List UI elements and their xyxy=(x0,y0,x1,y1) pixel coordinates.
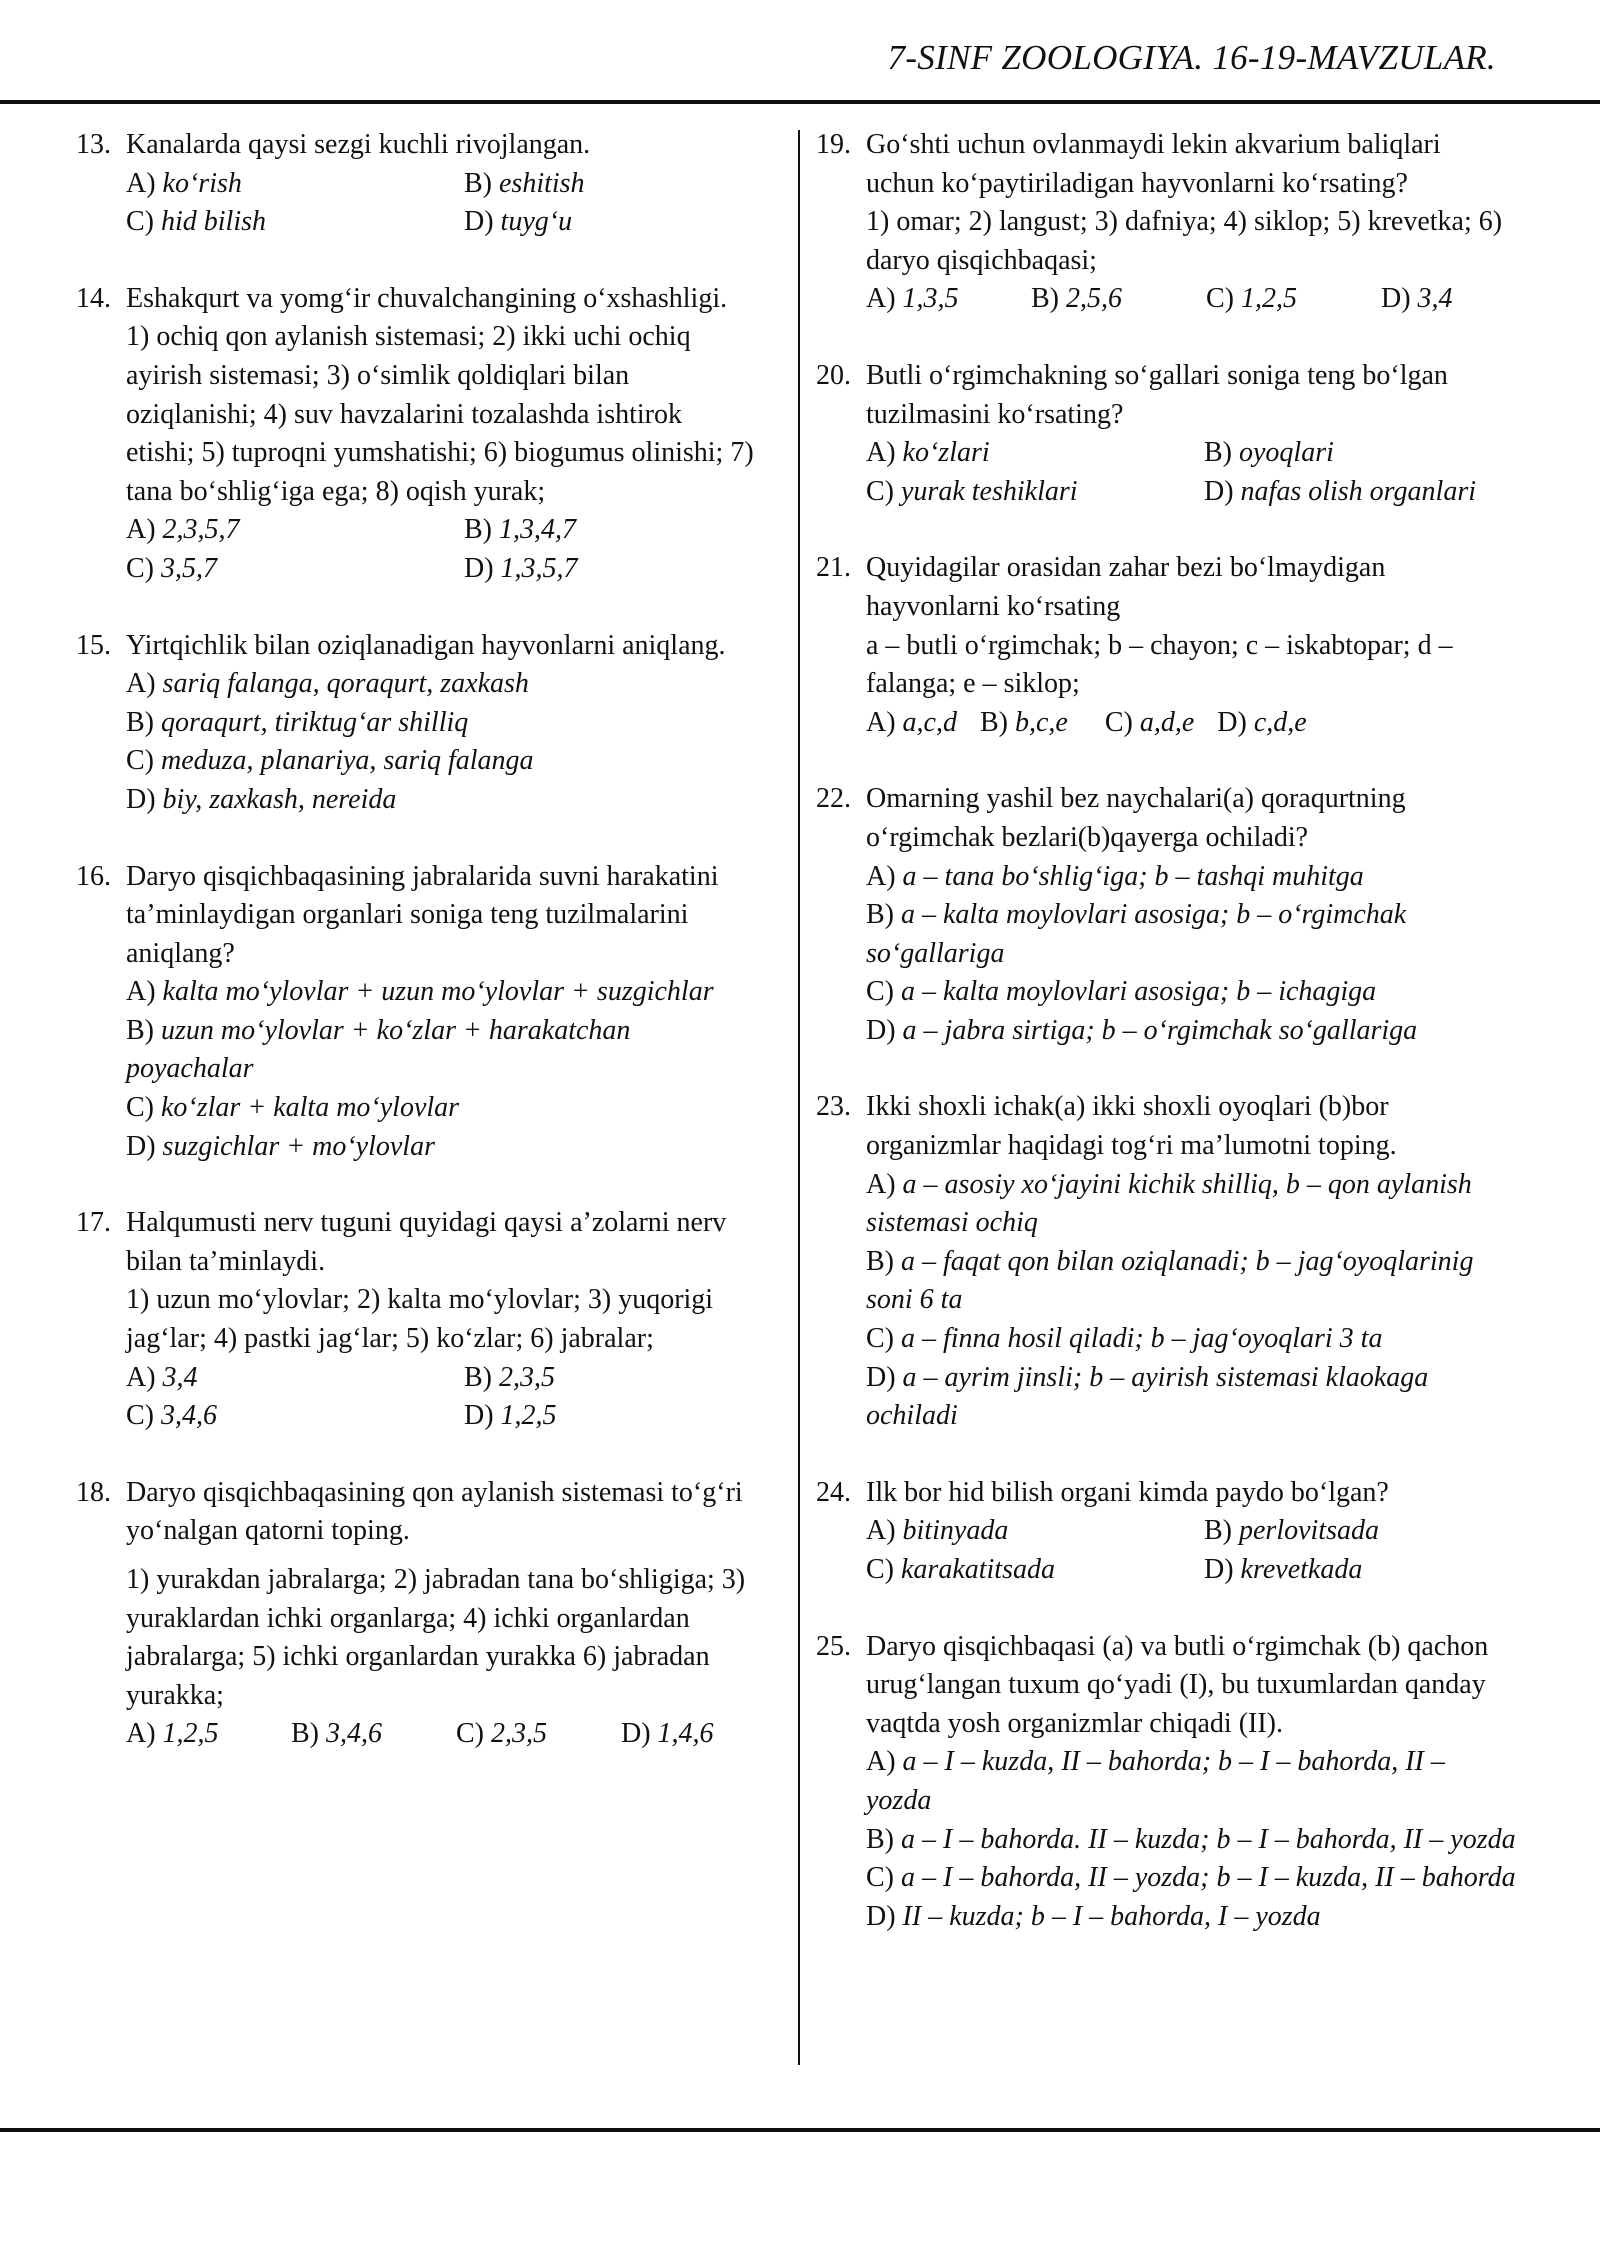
question-18 xyxy=(76,1474,756,1754)
question-text: Go‘shti uchun ovlanmaydi lekin akvarium baliqlari uchun ko‘paytiriladigan hayvonlarni ko‘rsating? xyxy=(866,129,1441,199)
option-c: C) 3,4,6 xyxy=(126,1400,217,1432)
question-17 xyxy=(76,1204,756,1436)
option-c: C) a,d,e xyxy=(1104,706,1195,738)
question-text: Butli o‘rgimchakning so‘gallari soniga teng bo‘lgan tuzilmasini ko‘rsating? xyxy=(866,359,1448,430)
option-d: D) II – kuzda; b – I – bahorda, I – yozda xyxy=(866,1900,1321,1932)
option-d: D) a – ayrim jinsli; b – ayirish sistemasi klaokaga ochiladi xyxy=(866,1361,1429,1432)
question-text: Daryo qisqichbaqasining jabralarida suvni harakatini ta’minlaydigan organlari soniga teng tuzilmalarini aniqlang? xyxy=(126,860,719,969)
option-b: B) 2,3,5 xyxy=(464,1361,555,1393)
option-d: D) c,d,e xyxy=(1217,706,1307,738)
column-divider xyxy=(798,130,800,2065)
option-c: C) a – I – bahorda, II – yozda; b – I – kuzda, II – bahorda xyxy=(866,1862,1516,1894)
question-23 xyxy=(816,1088,1516,1435)
option-a: A) bitinyada xyxy=(866,1515,1009,1547)
option-d: D) suzgichlar + mo‘ylovlar xyxy=(126,1130,435,1162)
question-text: Yirtqichlik bilan oziqlanadigan hayvonlarni aniqlang. xyxy=(126,629,726,661)
question-14 xyxy=(76,280,756,589)
option-a: A) ko‘zlari xyxy=(866,437,990,469)
question-number: 23. xyxy=(816,1091,851,1123)
option-d: D) nafas olish organlari xyxy=(1204,475,1476,507)
left-column xyxy=(76,126,756,1792)
question-15 xyxy=(76,627,756,820)
question-24 xyxy=(816,1474,1516,1590)
option-d: D) 1,4,6 xyxy=(621,1718,714,1750)
question-text: Omarning yashil bez naychalari(a) qoraqurtning o‘rgimchak bezlari(b)qayerga ochiladi? xyxy=(866,783,1406,853)
option-a: A) 1,3,5 xyxy=(866,283,959,315)
option-a: A) a,c,d xyxy=(866,706,957,738)
question-text: Daryo qisqichbaqasining qon aylanish sistemasi to‘g‘ri yo‘nalgan qatorni toping. xyxy=(126,1476,743,1547)
option-a: A) a – tana bo‘shlig‘iga; b – tashqi muhitga xyxy=(866,860,1364,892)
option-d: D) a – jabra sirtiga; b – o‘rgimchak so‘gallariga xyxy=(866,1014,1418,1046)
question-body: a – butli o‘rgimchak; b – chayon; c – iskabtopar; d – falanga; e – siklop; xyxy=(866,629,1453,700)
option-d: D) 1,2,5 xyxy=(464,1400,557,1432)
option-a: A) a – I – kuzda, II – bahorda; b – I – bahorda, II – yozda xyxy=(866,1746,1445,1816)
option-b: B) a – faqat qon bilan oziqlanadi; b – jag‘oyoqlarinig soni 6 ta xyxy=(866,1245,1474,1316)
question-16 xyxy=(76,858,756,1167)
option-a: A) 1,2,5 xyxy=(126,1718,219,1750)
question-text: Eshakqurt va yomg‘ir chuvalchangining o‘xshashligi. xyxy=(126,282,728,314)
option-c: C) hid bilish xyxy=(126,206,267,238)
page-header-title: 7-SINF ZOOLOGIYA. 16-19-MAVZULAR. xyxy=(887,38,1496,77)
question-body: 1) omar; 2) langust; 3) dafniya; 4) siklop; 5) krevetka; 6) daryo qisqichbaqasi; xyxy=(866,206,1503,276)
option-d: D) 1,3,5,7 xyxy=(464,552,578,584)
option-a: A) 3,4 xyxy=(126,1361,198,1393)
question-20 xyxy=(816,357,1516,511)
option-c: C) karakatitsada xyxy=(866,1554,1055,1585)
option-b: B) uzun mo‘ylovlar + ko‘zlar + harakatchan poyachalar xyxy=(126,1014,631,1085)
option-b: B) oyoqlari xyxy=(1204,437,1334,469)
question-number: 22. xyxy=(816,783,851,815)
option-c: C) 1,2,5 xyxy=(1206,283,1297,315)
option-a: A) ko‘rish xyxy=(126,167,242,199)
footer-rule xyxy=(0,2128,1600,2132)
question-number: 21. xyxy=(816,552,851,584)
option-b: B) a – I – bahorda. II – kuzda; b – I – bahorda, II – yozda xyxy=(866,1823,1516,1855)
header-rule xyxy=(0,100,1600,104)
option-c: C) ko‘zlar + kalta mo‘ylovlar xyxy=(126,1092,460,1124)
question-number: 25. xyxy=(816,1630,851,1662)
option-a: A) a – asosiy xo‘jayini kichik shilliq, b – qon aylanish sistemasi ochiq xyxy=(866,1168,1472,1239)
option-c: C) 3,5,7 xyxy=(126,552,217,584)
question-text: Halqumusti nerv tuguni quyidagi qaysi a’zolarni nerv bilan ta’minlaydi. xyxy=(126,1207,727,1277)
option-a: A) kalta mo‘ylovlar + uzun mo‘ylovlar + suzgichlar xyxy=(126,976,714,1008)
question-25 xyxy=(816,1628,1516,1937)
option-b: B) 2,5,6 xyxy=(1031,283,1122,315)
option-c: C) a – kalta moylovlari asosiga; b – ichagiga xyxy=(866,976,1377,1008)
option-d: D) 3,4 xyxy=(1381,283,1453,315)
question-number: 16. xyxy=(76,860,111,892)
option-b: B) 1,3,4,7 xyxy=(464,514,576,546)
option-b: B) qoraqurt, tiriktug‘ar shilliq xyxy=(126,706,469,738)
option-c: C) a – finna hosil qiladi; b – jag‘oyoqlari 3 ta xyxy=(866,1323,1383,1355)
option-a: A) 2,3,5,7 xyxy=(126,514,240,546)
option-b: B) perlovitsada xyxy=(1204,1515,1379,1547)
option-d: D) tuyg‘u xyxy=(464,206,573,238)
question-body: 1) uzun mo‘ylovlar; 2) kalta mo‘ylovlar; 3) yuqorigi jag‘lar; 4) pastki jag‘lar; 5) ko‘zlar; 6) jabralar; xyxy=(126,1284,714,1355)
question-number: 24. xyxy=(816,1476,851,1508)
question-body: 1) yurakdan jabralarga; 2) jabradan tana bo‘shligiga; 3) yuraklardan ichki organlarga; 4) ichki organlardan jabralarga; 5) ichki organlardan yurakka 6) jabradan yurakka; xyxy=(126,1564,746,1711)
option-d: D) biy, zaxkash, nereida xyxy=(126,783,397,815)
option-c: C) meduza, planariya, sariq falanga xyxy=(126,745,534,777)
right-column xyxy=(816,126,1516,1974)
option-c: C) 2,3,5 xyxy=(456,1718,547,1750)
option-b: B) a – kalta moylovlari asosiga; b – o‘rgimchak so‘gallariga xyxy=(866,899,1407,969)
question-text: Daryo qisqichbaqasi (a) va butli o‘rgimchak (b) qachon urug‘langan tuxum qo‘yadi (I), bu tuxumlardan qanday vaqtda yosh organizmlar chiqadi (II). xyxy=(866,1630,1489,1739)
question-number: 19. xyxy=(816,129,851,160)
options-row xyxy=(816,704,1516,743)
option-b: B) 3,4,6 xyxy=(291,1718,382,1750)
question-19 xyxy=(816,126,1516,319)
question-number: 18. xyxy=(76,1476,111,1508)
question-number: 15. xyxy=(76,629,111,661)
question-number: 20. xyxy=(816,359,851,391)
option-a: A) sariq falanga, qoraqurt, zaxkash xyxy=(126,668,529,700)
question-number: 13. xyxy=(76,129,111,160)
question-number: 17. xyxy=(76,1207,111,1239)
question-text: Ilk bor hid bilish organi kimda paydo bo‘lgan? xyxy=(866,1476,1389,1508)
question-body: 1) ochiq qon aylanish sistemasi; 2) ikki uchi ochiq ayirish sistemasi; 3) o‘simlik qoldiqlari bilan oziqlanishi; 4) suv havzalarini tozalashda ishtirok etishi; 5) tuproqni yumshatishi; 6) biogumus olinishi; 7) tana bo‘shlig‘iga ega; 8) oqish yurak; xyxy=(126,321,754,507)
option-d: D) krevetkada xyxy=(1204,1554,1363,1585)
question-21 xyxy=(816,549,1516,742)
question-text: Ikki shoxli ichak(a) ikki shoxli oyoqlari (b)bor organizmlar haqidagi tog‘ri ma’lumotni toping. xyxy=(866,1091,1397,1162)
question-text: Kanalarda qaysi sezgi kuchli rivojlangan. xyxy=(126,129,591,160)
question-13 xyxy=(76,126,756,242)
option-c: C) yurak teshiklari xyxy=(866,475,1078,507)
question-text: Quyidagilar orasidan zahar bezi bo‘lmaydigan hayvonlarni ko‘rsating xyxy=(866,552,1386,622)
option-b: B) b,c,e xyxy=(979,706,1068,738)
question-22 xyxy=(816,780,1516,1050)
option-b: B) eshitish xyxy=(464,167,585,199)
question-number: 14. xyxy=(76,282,111,314)
